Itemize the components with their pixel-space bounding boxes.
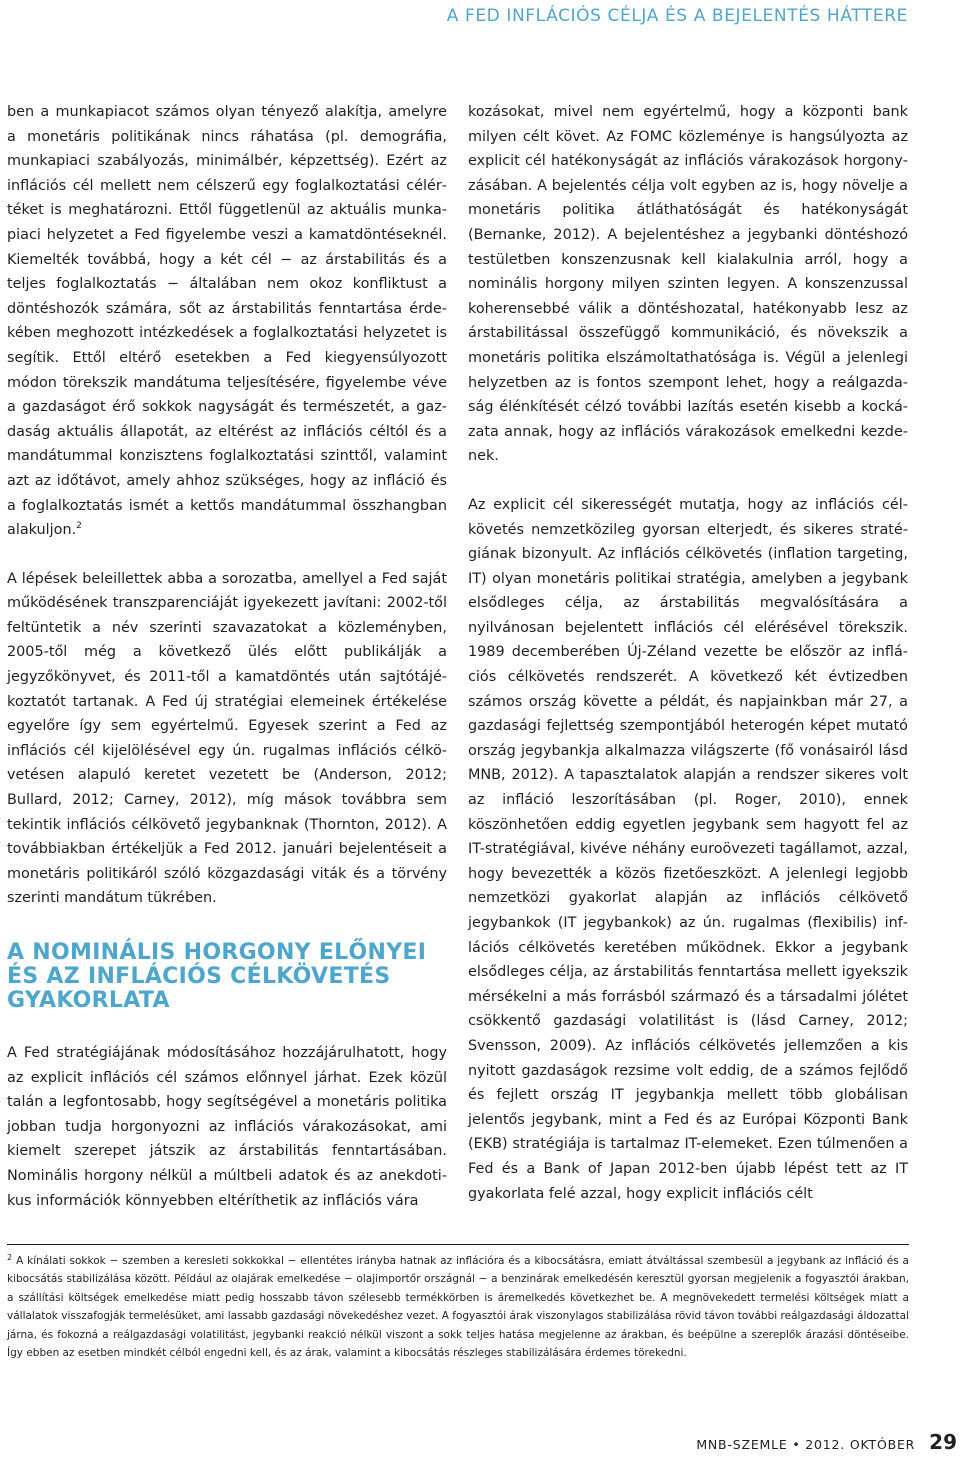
- section-heading: [7, 941, 447, 1013]
- section-heading-line-2: ÉS AZ INFLÁCIÓS CÉLKÖVETÉS: [7, 964, 391, 989]
- footnote-text: A kínálati sokkok − szemben a keresleti sokkokkal − ellentétes irányba hatnak az inflációra és a kibocsátásra, emiatt átváltással szembesül a jegybank az infláció és a kibocsátás stabilizálása között. Például az olajárak emelkedése − olajimportőr országnál − a benzinárak emelkedésén keresztül gyorsan megjelenik a fogyasztói árakban, a szállítási költségek emelkedése miatt pedig hosszabb távon szélesebb termékkörben is áremelkedés következhet be. A megnövekedett termelési költségek miatt a vállalatok visszafogják termelésüket, ami lassabb gazdasági növekedéshez vezet. A fogyasztói árak viszonylagos stabilizálása rövid távon további reálgazdasági áldozattal járna, és fokozná a reálgazdasági volatilitást, jegybanki reakció nélkül viszont a sokk teljes hatása megjelenne az árakban, és beépülne a szereplők árazási döntéseibe. Így ebben az esetben mindkét célból engedni kell, és az árak, valamint a kibocsátás részleges stabilizálására érdemes törekedni.: [7, 1255, 909, 1360]
- section-heading-line-3: GYAKORLATA: [7, 988, 170, 1013]
- page-number: 29: [929, 1430, 957, 1454]
- footnote-divider: [7, 1244, 909, 1245]
- journal-issue: MNB-SZEMLE • 2012. OKTÓBER: [696, 1437, 916, 1452]
- left-paragraph-2: A lépések beleillettek abba a sorozatba, amellyel a Fed saját működésének transzparenciáját igyekezett javítani: 2002-től feltüntetik a név szerinti szavazatokat a közleményben, 2005-től még a következő ülés előtt publikálják a jegyzőkönyvet, és 2011-től a kamatdöntés után sajtótájékoztatót tartanak. A Fed új stratégiai elemeinek értékelése egyelőre így sem egyértelmű. Egyesek szerint a Fed az inflációs cél kijelölésével egy ún. rugalmas inflációs célkövetésen alapuló keretet vezetett be (Anderson, 2012; Bullard, 2012; Carney, 2012), míg mások továbbra sem tekintik inflációs célkövető jegybanknak (Thornton, 2012). A továbbiakban értékeljük a Fed 2012. januári bejelentéseit a monetáris politikáról szóló közgazdasági viták és a törvény szerinti mandátum tükrében.: [7, 570, 447, 907]
- page-footer: [696, 1430, 957, 1454]
- right-column: [468, 100, 908, 1206]
- left-column: [7, 100, 447, 1213]
- section-heading-line-1: A NOMINÁLIS HORGONY ELŐNYEI: [7, 940, 427, 965]
- left-paragraph-1: [7, 100, 447, 543]
- right-paragraph-2: Az explicit cél sikerességét mutatja, hogy az inflációs célkövetés nemzetközileg gyorsan elterjedt, és sikeres stratégiának bizonyult. Az inflációs célkövetés (inflation targeting, IT) olyan monetáris politikai stratégia, amelyben a jegybank elsődleges célja, az árstabilitás megvalósítására a nyilvánosan bejelentett inflációs cél elérésével törekszik. 1989 decemberében Új-Zéland vezette be először az inflációs célkövetés rendszerét. A következő két évtizedben számos ország követte a példát, és napjainkban már 27, a gazdasági fejlettség szempontjából heterogén képet mutató ország jegybankja alkalmazza világszerte (fő vonásairól lásd MNB, 2012). A tapasztalatok alapján a rendszer sikeres volt az infláció leszorításában (pl. Roger, 2010), ennek köszönhetően eddig egyetlen jegybank sem hagyott fel az IT-stratégiával, kivéve néhány euroövezeti tagállamot, azzal, hogy bevezették a közös fizetőeszközt. A jelenlegi legjobb nemzetközi gyakorlat alapján az inflációs célkövető jegybankok (IT jegybankok) az ún. rugalmas (flexibilis) inflációs célkövetés keretében működnek. Ekkor a jegybank elsődleges célja, az árstabilitás fenntartása mellett igyekszik mérsékelni a más forrásból származó és a társadalmi jólétet csökkentő gazdasági volatilitást is (lásd Carney, 2012; Svensson, 2009). Az inflációs célkövetés jellemzően a kis nyitott gazdaságok rezsime volt eddig, de a számos fejlődő és fejlett ország IT jegybankja mellett több globálisan jelentős jegybank, mint a Fed és az Európai Központi Bank (EKB) stratégiája is tartalmaz IT-elemeket. Ezen túlmenően a Fed és a Bank of Japan 2012-ben újabb lépést tett az IT gyakorlata felé azzal, hogy explicit inflációs célt: [468, 496, 908, 1202]
- footnote-reference[interactable]: 2: [76, 521, 82, 532]
- running-header-title: A FED INFLÁCIÓS CÉLJA ÉS A BEJELENTÉS HÁTTERE: [446, 6, 908, 26]
- footnote-number: 2: [7, 1252, 13, 1262]
- footnote-item: [7, 1252, 909, 1362]
- right-paragraph-1: kozásokat, mivel nem egyértelmű, hogy a központi bank milyen célt követ. Az FOMC közleménye is hangsúlyozta az explicit cél hatékonyságát az inflációs várakozások horgonyzásában. A bejelentés célja volt egyben az is, hogy növelje a monetáris politika átláthatóságát és hatékonyságát (Bernanke, 2012). A bejelentéshez a jegybanki döntéshozó testületben konszenzusnak kell kialakulnia arról, hogy a nominális horgony milyen szinten legyen. A konszenzussal koherensebbé válik a döntéshozatal, hatékonyabb lesz az árstabilitással összefüggő kommunikáció, és növekszik a monetáris politika elszámoltathatósága is. Végül a jelenlegi helyzetben az is fontos szempont lehet, hogy a reálgazdaság élénkítését célzó további lazítás esetén kisebb a kockázata annak, hogy az inflációs várakozások emelkedni kezdenek.: [468, 104, 908, 465]
- left-paragraph-3: A Fed stratégiájának módosításához hozzájárulhatott, hogy az explicit inflációs cél számos előnnyel járhat. Ezek közül talán a legfontosabb, hogy segítségével a monetáris politika jobban tudja horgonyozni az inflációs várakozásokat, ami kiemelt szerepet játszik az árstabilitás fenntartásában. Nominális horgony nélkül a múltbeli adatok és az anekdotikus információk könnyebben eltéríthetik az inflációs vára: [7, 1045, 447, 1209]
- left-paragraph-1-text: ben a munkapiacot számos olyan tényező alakítja, amelyre a monetáris politikának nincs ráhatása (pl. demográfia, munkapiaci szabályozás, minimálbér, képzettség). Ezért az inflációs cél mellett nem célszerű egy foglalkoztatási célértéket is meghatározni. Ettől függetlenül az aktuális munkapiaci helyzetet a Fed figyelembe veszi a kamatdöntéseknél. Kiemelték továbbá, hogy a két cél − az árstabilitás és a teljes foglalkoztatás − általában nem okoz konfliktust a döntéshozók számára, sőt az árstabilitás fenntartása érdekében meghozott intézkedések a foglalkoztatási helyzetet is segítik. Ettől eltérő esetekben a Fed kiegyensúlyozott módon törekszik mandátuma teljesítésére, figyelembe véve a gazdaságot érő sokkok nagyságát és természetét, a gazdaság aktuális állapotát, az eltérést az inflációs céltól és a mandátummal konzisztens foglalkoztatási szinttől, valamint azt az időtávot, amely ahhoz szükséges, hogy az infláció és a foglalkoztatás ismét a kettős mandátummal összhangban alakuljon.: [7, 104, 447, 539]
- footnotes: [7, 1252, 909, 1362]
